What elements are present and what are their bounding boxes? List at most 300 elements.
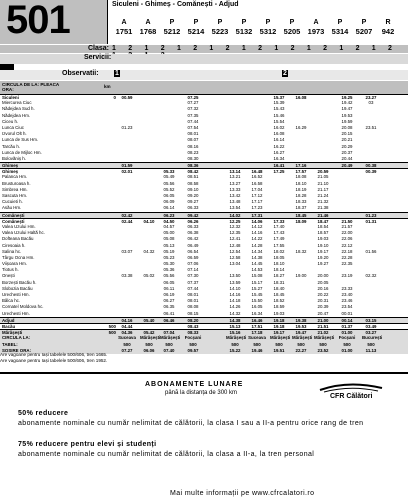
time-cell: 08.01 [187, 131, 199, 137]
station-name: Viișoara Hm. [2, 261, 28, 267]
time-cell: 14.34 [251, 248, 263, 254]
station-name: Urechesti Hm. [2, 292, 30, 297]
time-cell: 00.01 [341, 310, 353, 316]
train-number: 1973 [307, 27, 325, 36]
time-cell: 14.16 [251, 230, 263, 236]
time-cell: 500 [319, 341, 327, 347]
time-cell: 06.42 [187, 236, 199, 242]
time-cell: 05.56 [163, 180, 175, 186]
time-cell: 03.38 [121, 273, 133, 279]
time-cell: 04.36 [121, 330, 133, 336]
time-cell: 00.38 [365, 163, 377, 169]
time-cell: 13.54 [229, 205, 241, 211]
time-cell: 19.38 [295, 317, 307, 323]
train-category [112, 18, 136, 36]
time-cell: 20.37 [341, 149, 353, 155]
time-cell: 03.07 [121, 248, 133, 254]
time-cell: 00.59 [121, 95, 133, 100]
time-cell: 06.46 [163, 317, 175, 323]
station-name: Nădejdea Sud h. [2, 106, 35, 112]
time-cell: 13.50 [229, 273, 241, 279]
time-cell: 15.13 [229, 323, 241, 329]
category-letter: P [361, 19, 367, 26]
time-cell: 22.27 [295, 347, 307, 353]
station-name: Ghimeș [2, 163, 19, 169]
time-cell: 17.04 [251, 186, 263, 192]
time-cell: Focșani [338, 335, 356, 341]
time-cell: 05.00 [163, 230, 175, 236]
promo-box [0, 372, 408, 497]
timetable-body [0, 94, 408, 354]
time-cell: 14.02 [229, 212, 241, 218]
time-cell: 14.38 [229, 317, 241, 323]
station-name: Izvorul Olt h. [2, 131, 27, 137]
time-cell: 03.49 [365, 323, 377, 329]
time-cell: 23.51 [365, 124, 377, 130]
promo-p2-body: abonamente nominale cu număr nelimitat de călătorii, la clasa a II-a, la tren personal [18, 451, 315, 458]
category-letter: P [337, 19, 343, 26]
time-cell: 18.52 [273, 298, 285, 304]
time-cell: 06.05 [163, 193, 175, 198]
time-cell: 20.59 [317, 169, 329, 175]
station-name: Ciresoaia h. [2, 242, 26, 248]
time-cell: 05.30 [163, 261, 175, 267]
station-name: Dofteana Bacău [2, 236, 34, 242]
time-cell: 500 [123, 341, 131, 347]
time-cell: 15.08 [251, 273, 263, 279]
time-cell: 21.46 [317, 212, 329, 218]
clasa-label: Clasa: [88, 45, 110, 52]
time-cell: 06.06 [143, 347, 155, 353]
time-cell: 21.17 [317, 186, 329, 192]
station-name: Palanca Hm. [2, 174, 28, 180]
time-cell: 01.56 [365, 248, 377, 254]
time-cell: 05.52 [163, 186, 175, 192]
time-cell: 19.03 [317, 236, 329, 242]
train-category [352, 18, 376, 36]
time-cell: 08.51 [187, 174, 199, 180]
time-cell: 18.05 [273, 254, 285, 260]
clasa-values: 1 2 1 2 1 2 1 2 1 2 1 2 1 2 1 2 1 2 [112, 45, 398, 52]
time-cell: 19.10 [317, 242, 329, 248]
time-cell: 17.23 [251, 205, 263, 211]
route-title: Siculeni - Ghimeș - Comănești - Adjud [112, 1, 239, 8]
time-cell: 15.45 [251, 292, 263, 297]
station-name: Slobozia Bacău [2, 285, 33, 291]
time-cell: 07.06 [187, 261, 199, 267]
time-cell: 01.00 [341, 347, 353, 353]
time-cell: 14.32 [229, 310, 241, 316]
time-cell: 08.23 [187, 149, 199, 155]
train-number: 5223 [211, 27, 229, 36]
train-category [232, 18, 256, 36]
time-cell: 14.38 [251, 254, 263, 260]
train-category [160, 18, 184, 36]
promo-link[interactable]: Mai multe informații pe www.cfrcalatori.ro [170, 490, 315, 497]
time-cell: 01.23 [365, 212, 377, 218]
time-cell: 06.41 [163, 310, 175, 316]
time-cell: 23.40 [341, 292, 353, 297]
time-cell: 18.33 [295, 199, 307, 205]
time-cell: 15.50 [251, 298, 263, 304]
time-cell: 17.16 [295, 163, 307, 169]
time-cell: 00.39 [365, 169, 377, 175]
time-cell: 05.23 [163, 254, 175, 260]
time-cell: 17.49 [273, 236, 285, 242]
circula-label: CIRCULA DE LA: PLEACA ORA: [2, 82, 60, 92]
time-cell: 09.20 [187, 193, 199, 198]
station-name: Urechesti Hm. [2, 310, 30, 316]
clasa-bar [0, 45, 408, 53]
station-name: Tarcău h. [2, 143, 21, 149]
cfr-logo [318, 382, 384, 404]
time-cell: 18.32 [295, 248, 307, 254]
time-cell: 09.57 [187, 347, 199, 353]
time-cell: 22.18 [341, 248, 353, 254]
time-cell: 13.48 [229, 199, 241, 205]
time-cell: 04.50 [163, 218, 175, 224]
time-cell: 16.27 [273, 149, 285, 155]
station-name: Miercurea Ciuc [2, 100, 32, 106]
time-cell: 12.32 [229, 223, 241, 229]
station-name: Comănești [2, 218, 25, 224]
time-cell: Mărășești [160, 335, 181, 341]
time-cell: 14.18 [229, 298, 241, 304]
time-cell: 18.27 [273, 273, 285, 279]
time-cell: 500 [297, 341, 305, 347]
time-cell: 05.08 [163, 236, 175, 242]
time-cell: 20.44 [341, 155, 353, 161]
time-cell: 06.38 [187, 230, 199, 236]
time-cell: 07.14 [187, 267, 199, 273]
train-category [376, 18, 400, 36]
station-name: Brusturoasa h. [2, 180, 31, 186]
time-cell: 04.57 [163, 223, 175, 229]
time-cell: Mărășești [292, 335, 313, 341]
train-number: 5132 [235, 27, 253, 36]
time-cell: 22.00 [341, 230, 353, 236]
category-letter: P [193, 19, 199, 26]
time-cell: 02.44 [121, 218, 133, 224]
time-cell: 18.19 [295, 186, 307, 192]
time-cell: 500 [367, 341, 375, 347]
train-number: 5312 [259, 27, 277, 36]
category-letter: A [313, 19, 319, 26]
station-name: Valea Uzului Haltă hc. [2, 230, 45, 236]
time-cell: 01.00 [341, 330, 353, 336]
servicii-label: Servicii: [84, 54, 112, 61]
km-label: km [104, 84, 111, 89]
train-number: 1751 [115, 27, 133, 36]
station-name: Tiotus h. [2, 267, 19, 273]
time-cell: 15.16 [229, 330, 241, 336]
time-cell: 500 [231, 341, 239, 347]
time-cell: 04.44 [121, 323, 133, 329]
promo-p2-head [18, 441, 157, 448]
station-name: Bacău [2, 323, 16, 329]
train-category [136, 18, 160, 36]
train-number: 5205 [283, 27, 301, 36]
time-cell: 17.25 [273, 169, 285, 175]
station-name: Ciceu h. [2, 118, 19, 124]
time-cell: 18.45 [273, 292, 285, 297]
category-letter: A [145, 19, 151, 26]
time-cell: 16.29 [295, 124, 307, 130]
station-name: SOSIRE ORA: [2, 347, 32, 353]
time-cell: 23.54 [341, 304, 353, 310]
time-cell: 11.13 [365, 347, 377, 353]
time-cell: 19.53 [295, 323, 307, 329]
train-category [280, 18, 304, 36]
time-cell: 02.01 [121, 169, 133, 175]
time-cell: 17.55 [273, 242, 285, 248]
time-cell: 04.32 [143, 248, 155, 254]
category-letter: P [289, 19, 295, 26]
time-cell: 08.36 [187, 163, 199, 169]
station-name: Sascuta Hm. [2, 193, 28, 198]
time-cell: 18.14 [273, 267, 285, 273]
train-number: 5314 [331, 27, 349, 36]
time-cell: 13.59 [229, 279, 241, 285]
obs-mark-2: 2 [283, 70, 287, 77]
time-cell: 18.40 [273, 285, 285, 291]
time-cell: 21.00 [317, 317, 329, 323]
time-cell: 16.48 [251, 169, 263, 175]
time-cell: 18.47 [317, 218, 329, 224]
station-name: Mărășești [2, 330, 23, 336]
time-cell: Suceava [118, 335, 136, 341]
time-cell: 18.59 [273, 304, 285, 310]
time-cell: 16.34 [273, 155, 285, 161]
time-cell: 06.11 [163, 285, 175, 291]
time-cell: 20.39 [317, 304, 329, 310]
station-name: Nădejdea Hm. [2, 112, 31, 118]
time-cell: 13.21 [229, 174, 241, 180]
time-cell: 00.14 [341, 317, 353, 323]
time-cell: 08.42 [187, 169, 199, 175]
time-cell: 19.47 [341, 106, 353, 112]
time-cell: 01.31 [365, 218, 377, 224]
time-cell: 14.22 [251, 236, 263, 242]
time-cell: Suceava [248, 335, 266, 341]
promo-title: ABONAMENTE LUNARE [145, 381, 244, 388]
time-cell: 20.47 [317, 310, 329, 316]
time-cell: 16.05 [251, 304, 263, 310]
time-cell: 500 [253, 341, 261, 347]
time-cell: 07.54 [187, 124, 199, 130]
time-cell: 12.54 [229, 248, 241, 254]
time-cell: 18.57 [317, 230, 329, 236]
time-cell: 20.49 [341, 163, 353, 169]
station-name: Comănești [2, 212, 25, 218]
observatii-bar [0, 70, 408, 80]
time-cell: 19.17 [273, 330, 285, 336]
obs-mark-1: 1 [115, 70, 119, 77]
time-cell: 08.15 [187, 310, 199, 316]
train-category [256, 18, 280, 36]
time-cell: 16.46 [251, 317, 263, 323]
category-letter: P [241, 19, 247, 26]
time-cell: 04.10 [143, 218, 155, 224]
station-name: Asău Hm. [2, 205, 22, 211]
time-cell: 500 [343, 341, 351, 347]
time-cell: 18.45 [295, 212, 307, 218]
station-name: Ghimeș [2, 169, 19, 175]
time-cell: 17.57 [295, 169, 307, 175]
time-cell: 19.25 [341, 95, 353, 100]
time-cell: 23.52 [317, 347, 329, 353]
train-category [184, 18, 208, 36]
time-cell: 20.21 [341, 137, 353, 143]
train-category [328, 18, 352, 36]
time-cell: 16.08 [295, 95, 307, 100]
time-cell: 23.46 [341, 298, 353, 304]
time-cell: 17.18 [251, 330, 263, 336]
time-cell: 15.46 [273, 112, 285, 118]
time-cell: 16.52 [251, 174, 263, 180]
station-name: Târgu Ocna Hm. [2, 254, 35, 260]
station-name: Borzești Bacău h. [2, 279, 37, 285]
time-cell: 06.26 [187, 218, 199, 224]
time-cell: 08.08 [187, 304, 199, 310]
time-cell: 08.01 [187, 298, 199, 304]
time-cell: 12.48 [229, 242, 241, 248]
station-name: Siculeni [2, 95, 19, 100]
timetable-number: 501 [6, 0, 70, 42]
notes [0, 352, 408, 364]
time-cell: 21.10 [317, 180, 329, 186]
category-letter: A [121, 19, 127, 26]
time-cell: 14.26 [229, 304, 241, 310]
time-cell: 19.47 [295, 330, 307, 336]
time-cell: 20.05 [317, 279, 329, 285]
time-cell: 18.02 [273, 248, 285, 254]
time-cell: 07.32 [187, 106, 199, 112]
time-cell: 09.10 [187, 186, 199, 192]
time-cell: 06.59 [187, 254, 199, 260]
time-cell: 21.51 [317, 323, 329, 329]
time-cell: 19.53 [341, 112, 353, 118]
time-cell: 15.39 [273, 100, 285, 106]
time-cell: 07.04 [163, 330, 175, 336]
time-cell: 21.38 [317, 205, 329, 211]
time-cell: 14.28 [251, 242, 263, 248]
time-cell: 05.02 [143, 273, 155, 279]
time-cell: 18.31 [273, 279, 285, 285]
time-cell: 09.42 [187, 212, 199, 218]
station-name: CIRCULA LA: [2, 335, 31, 341]
station-name: Salina hc. [2, 248, 22, 254]
station-name: Cornatel Moldova hc. [2, 304, 44, 310]
time-cell: 18.10 [295, 180, 307, 186]
time-cell: 08.43 [187, 323, 199, 329]
train-number: 1768 [139, 27, 157, 36]
time-cell: 20.31 [317, 298, 329, 304]
station-name: Onești [2, 273, 15, 279]
time-cell: 500 [145, 341, 153, 347]
time-cell: Mărășești [314, 335, 335, 341]
time-cell: 19.18 [273, 317, 285, 323]
time-cell: 19.00 [295, 273, 307, 279]
time-cell: 16.41 [273, 163, 285, 169]
station-name: Lunca de Sus Hm. [2, 137, 39, 143]
time-cell: 500 [275, 341, 283, 347]
time-cell: 14.12 [251, 223, 263, 229]
time-cell: 16.08 [273, 131, 285, 137]
station-name: Cucuieti h. [2, 199, 23, 205]
time-cell: 22.35 [341, 261, 353, 267]
time-cell: 08.33 [187, 330, 199, 336]
timetable-number-box [0, 0, 108, 44]
time-cell: 05.56 [163, 273, 175, 279]
time-cell: 07.37 [187, 279, 199, 285]
time-cell: 23.19 [341, 273, 353, 279]
time-cell: 13.14 [229, 169, 241, 175]
time-cell: 20.29 [341, 143, 353, 149]
time-cell: 19.20 [317, 254, 329, 260]
station-km: 500 [108, 330, 116, 336]
time-cell: 22.12 [341, 242, 353, 248]
time-cell: 09.27 [187, 199, 199, 205]
time-cell: 01.37 [341, 323, 353, 329]
time-cell: 16.14 [273, 137, 285, 143]
promo-subtitle: până la distanța de 300 km [165, 390, 238, 396]
train-number: 5207 [355, 27, 373, 36]
train-categories [112, 18, 400, 36]
time-cell: 03.15 [365, 317, 377, 323]
time-cell: 21.50 [341, 218, 353, 224]
time-cell: Mărășești [270, 335, 291, 341]
time-cell: 19.46 [251, 347, 263, 353]
time-cell: 07.27 [187, 100, 199, 106]
time-cell: 19.03 [273, 310, 285, 316]
time-cell: 06.35 [163, 304, 175, 310]
time-cell: 18.09 [295, 218, 307, 224]
train-number: 5214 [187, 27, 205, 36]
time-cell: 07.25 [187, 95, 199, 100]
station-km: 0 [113, 95, 116, 100]
time-cell: 19.42 [341, 100, 353, 106]
time-cell: 18.10 [273, 261, 285, 267]
time-cell: 01.59 [121, 163, 133, 169]
time-cell: 16.34 [251, 310, 263, 316]
time-cell: 20.00 [317, 273, 329, 279]
time-cell: 19.59 [341, 118, 353, 124]
time-cell: 17.51 [251, 323, 263, 329]
time-cell: 07.40 [163, 347, 175, 353]
time-cell: 19.18 [273, 323, 285, 329]
time-cell: 21.05 [317, 174, 329, 180]
column-header [0, 81, 408, 94]
time-cell: 21.24 [317, 193, 329, 198]
time-cell: 15.27 [251, 285, 263, 291]
station-name: Adjud [2, 317, 15, 323]
logo-text: CFR Călători [330, 393, 373, 400]
time-cell: 08.07 [187, 137, 199, 143]
time-cell: 05.19 [163, 248, 175, 254]
time-cell: 18.37 [295, 205, 307, 211]
time-cell: 13.42 [229, 193, 241, 198]
time-cell: 22.28 [341, 254, 353, 260]
time-cell: 15.37 [273, 95, 285, 100]
time-cell: 500 [165, 341, 173, 347]
promo-p2-head-text: 75% reducere pentru elevi și studenți [18, 441, 157, 448]
time-cell: 06.14 [163, 205, 175, 211]
category-letter: R [385, 19, 391, 26]
time-cell: 05.49 [163, 174, 175, 180]
time-cell: 06.19 [163, 292, 175, 297]
time-cell: 21.02 [317, 330, 329, 336]
